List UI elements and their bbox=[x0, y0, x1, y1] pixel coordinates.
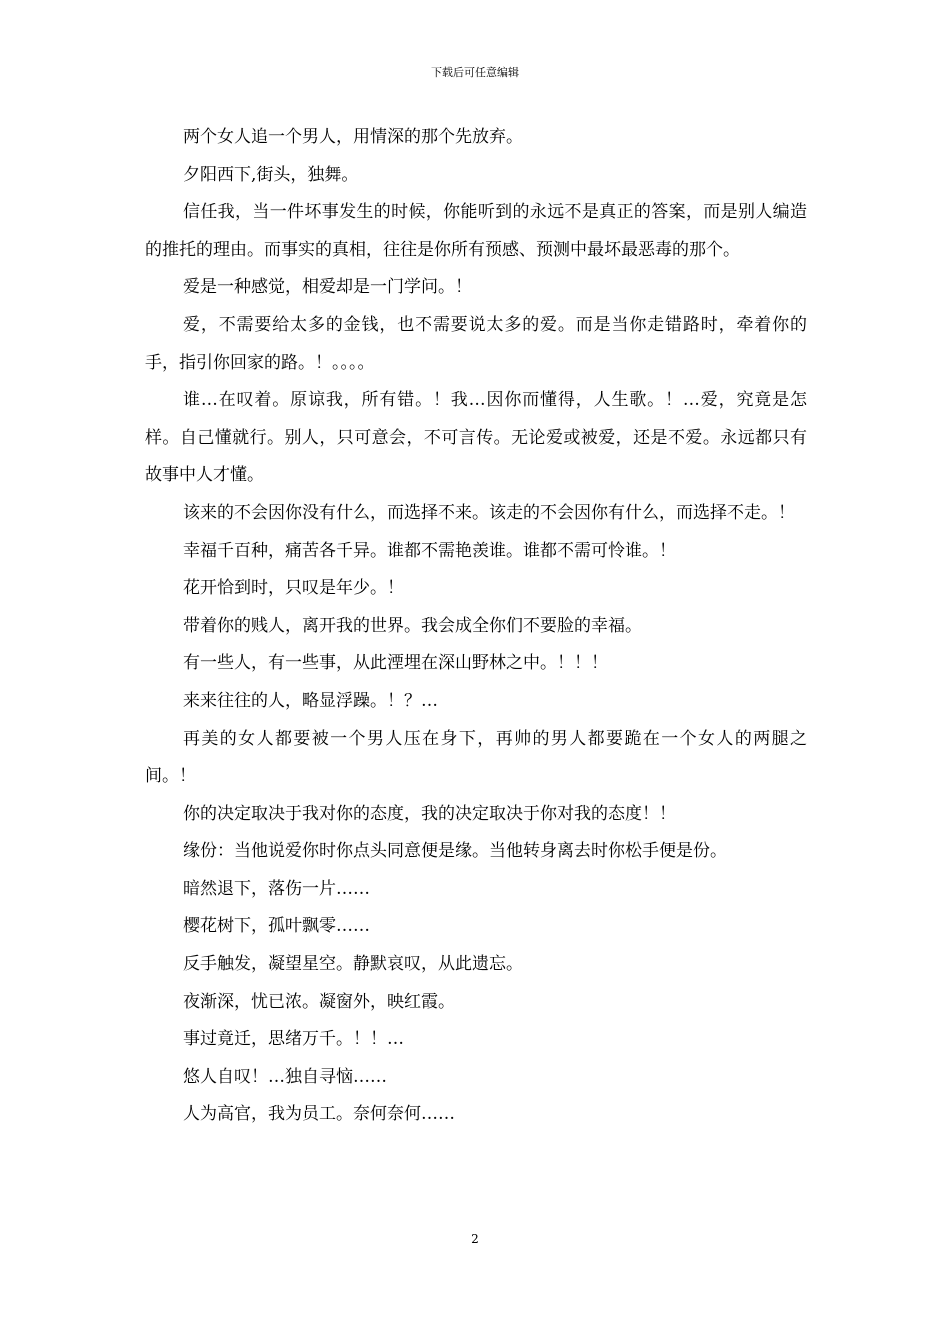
paragraph: 夜渐深，忧已浓。凝窗外，映红霞。 bbox=[183, 991, 455, 1012]
page-number: 2 bbox=[471, 1232, 479, 1246]
paragraph: 樱花树下，孤叶飘零…… bbox=[183, 916, 370, 937]
paragraph: 谁…在叹着。原谅我，所有错。！我…因你而懂得，人生歌。！…爱，究竟是怎样。自己懂就行。别人，只可意会，不可言传。无论爱或被爱，还是不爱。永远都只有故事中人才懂。 bbox=[145, 390, 807, 486]
paragraph: 缘份：当他说爱你时你点头同意便是缘。当他转身离去时你松手便是份。 bbox=[183, 841, 727, 862]
paragraph: 人为高官，我为员工。奈何奈何…… bbox=[183, 1104, 455, 1125]
paragraph: 两个女人追一个男人，用情深的那个先放弃。 bbox=[183, 127, 523, 147]
page-header: 下载后可任意编辑 bbox=[431, 66, 519, 79]
paragraph: 爱，不需要给太多的金钱，也不需要说太多的爱。而是当你走错路时，牵着你的手，指引你回家的路。！。。。。 bbox=[145, 314, 807, 373]
paragraph: 事过竟迁，思绪万千。！！… bbox=[183, 1029, 404, 1050]
paragraph: 再美的女人都要被一个男人压在身下，再帅的男人都要跪在一个女人的两腿之间。！ bbox=[145, 728, 807, 787]
document-body bbox=[145, 119, 807, 1134]
paragraph: 有一些人，有一些事，从此湮埋在深山野林之中。！！！ bbox=[183, 653, 608, 674]
paragraph: 带着你的贱人，离开我的世界。我会成全你们不要脸的幸福。 bbox=[183, 615, 642, 636]
paragraph: 暗然退下，落伤一片…… bbox=[183, 878, 370, 899]
paragraph: 你的决定取决于我对你的态度，我的决定取决于你对我的态度！！ bbox=[183, 803, 676, 824]
paragraph: 爱是一种感觉，相爱却是一门学问。！ bbox=[183, 277, 472, 298]
paragraph: 来来往往的人，略显浮躁。！？… bbox=[183, 690, 438, 711]
paragraph: 该来的不会因你没有什么，而选择不来。该走的不会因你有什么，而选择不走。！ bbox=[183, 502, 795, 523]
paragraph: 幸福千百种，痛苦各千异。谁都不需艳羡谁。谁都不需可怜谁。！ bbox=[183, 540, 676, 561]
paragraph: 信任我，当一件坏事发生的时候，你能听到的永远不是真正的答案，而是别人编造的推托的理由。而事实的真相，往往是你所有预感、预测中最坏最恶毒的那个。 bbox=[145, 202, 807, 260]
paragraph: 反手触发，凝望星空。静默哀叹，从此遗忘。 bbox=[183, 954, 523, 975]
paragraph: 夕阳西下,街头，独舞。 bbox=[183, 164, 359, 185]
paragraph: 悠人自叹！…独自寻恼…… bbox=[183, 1066, 387, 1087]
paragraph: 花开恰到时，只叹是年少。！ bbox=[183, 578, 404, 599]
